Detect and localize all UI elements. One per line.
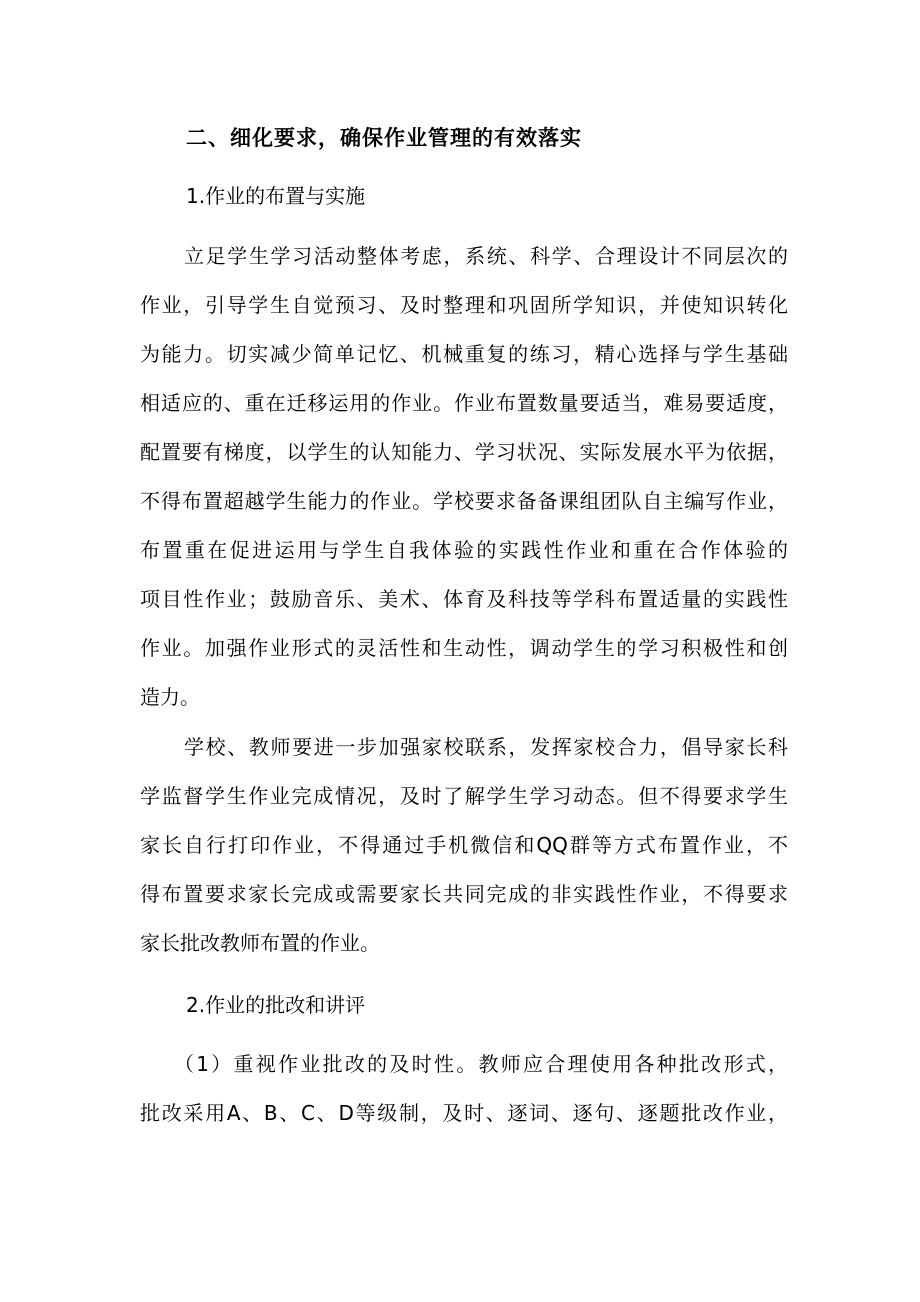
paragraph-line: 配置要有梯度，以学生的认知能力、学习状况、实际发展水平为依据， — [140, 440, 788, 464]
paragraph-line: （1）重视作业批改的及时性。教师应合理使用各种批改形式， — [174, 1052, 788, 1076]
paragraph-line: 相适应的、重在迁移运用的作业。作业布置数量要适当，难易要适度， — [140, 391, 788, 415]
paragraph-line: 造力。 — [140, 685, 200, 709]
paragraph-line: 不得布置超越学生能力的作业。学校要求备备课组团队自主编写作业， — [140, 489, 788, 513]
paragraph-line: 家长自行打印作业，不得通过手机微信和QQ群等方式布置作业，不 — [140, 833, 788, 857]
paragraph-grading-timeliness — [140, 1040, 788, 1138]
paragraph-assignment-design — [140, 232, 788, 722]
paragraph-line: 项目性作业；鼓励音乐、美术、体育及科技等学科布置适量的实践性 — [140, 587, 788, 611]
paragraph-home-school — [140, 723, 788, 968]
paragraph-line: 为能力。切实减少简单记忆、机械重复的练习，精心选择与学生基础 — [140, 342, 788, 366]
paragraph-line: 学监督学生作业完成情况，及时了解学生学习动态。但不得要求学生 — [140, 784, 788, 808]
paragraph-line: 学校、教师要进一步加强家校联系，发挥家校合力，倡导家长科 — [184, 735, 788, 759]
paragraph-line: 立足学生学习活动整体考虑，系统、科学、合理设计不同层次的 — [184, 244, 788, 268]
paragraph-line: 布置重在促进运用与学生自我体验的实践性作业和重在合作体验的 — [140, 538, 788, 562]
paragraph-line: 批改采用A、B、C、D等级制，及时、逐词、逐句、逐题批改作业， — [140, 1101, 788, 1125]
subheading-assignment-arrangement: 1.作业的布置与实施 — [186, 184, 366, 208]
section-heading: 二、细化要求，确保作业管理的有效落实 — [186, 126, 582, 150]
paragraph-line: 家长批改教师布置的作业。 — [140, 931, 380, 955]
paragraph-line: 作业。加强作业形式的灵活性和生动性，调动学生的学习积极性和创 — [140, 636, 788, 660]
paragraph-line: 作业，引导学生自觉预习、及时整理和巩固所学知识，并使知识转化 — [140, 293, 788, 317]
subheading-assignment-grading: 2.作业的批改和讲评 — [186, 993, 366, 1017]
paragraph-line: 得布置要求家长完成或需要家长共同完成的非实践性作业，不得要求 — [140, 882, 788, 906]
